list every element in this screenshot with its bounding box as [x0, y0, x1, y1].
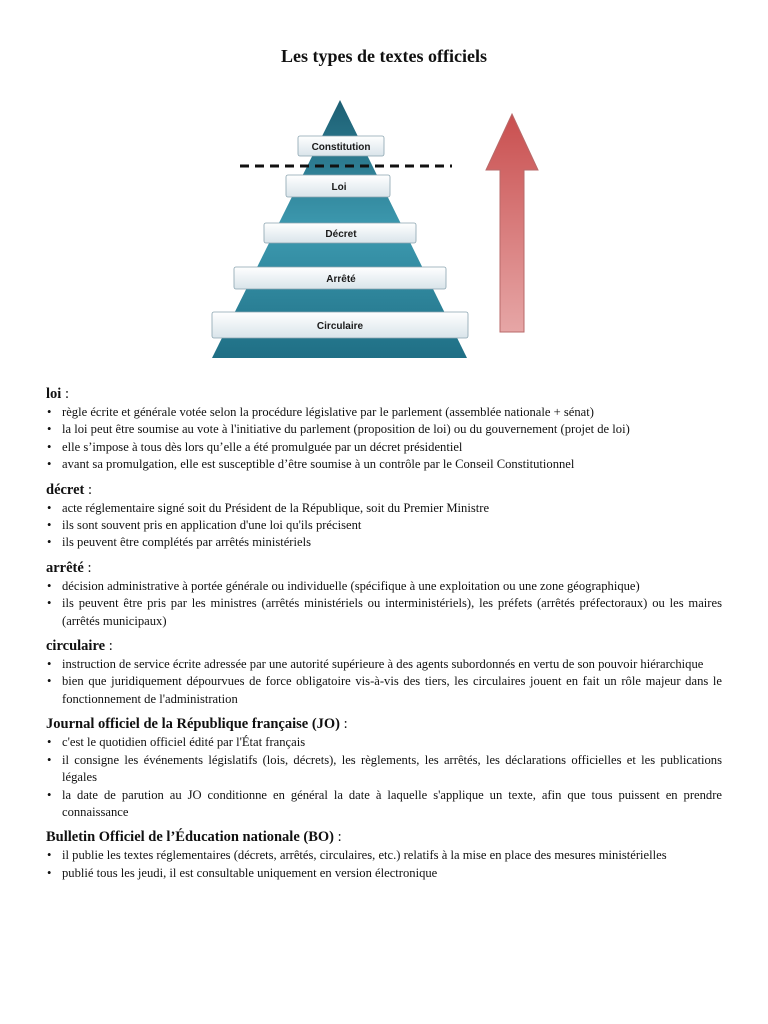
list-item-text: instruction de service écrite adressée par une autorité supérieure à des agents subordonnés en vertu de son pouvoir hiérarchique: [62, 657, 704, 672]
list-item: [46, 787, 722, 822]
pyramid-level-label: Constitution: [311, 142, 371, 153]
bullet-icon: •: [47, 674, 52, 689]
pyramid-level-label: Loi: [331, 182, 347, 193]
list-item-text: la loi peut être soumise au vote à l'initiative du parlement (proposition de loi) ou du gouvernement (projet de loi): [62, 422, 630, 437]
bullet-list: [46, 847, 722, 882]
section-0: [46, 386, 722, 474]
bullet-icon: •: [47, 518, 52, 533]
list-item-text: règle écrite et générale votée selon la procédure législative par le parlement (assemblée nationale + sénat): [62, 405, 594, 419]
list-item-text: il publie les textes réglementaires (décrets, arrêtés, circulaires, etc.) relatifs à la mise en place des mesures ministérielles: [62, 848, 667, 863]
bullet-icon: •: [47, 735, 52, 750]
section-title-colon: :: [83, 559, 92, 576]
bullet-list: [46, 404, 722, 474]
section-title: [46, 829, 722, 846]
bullet-icon: •: [47, 865, 52, 880]
list-item-text: la date de parution au JO conditionne en général la date à laquelle s'applique un texte, afin que tous puissent en prendre connaissance: [62, 787, 722, 819]
list-item-text: acte réglementaire signé soit du Président de la République, soit du Premier Ministre: [62, 500, 490, 515]
section-title: [46, 716, 722, 733]
list-item-text: ils peuvent être complétés par arrêtés ministériels: [62, 535, 311, 550]
section-4: [46, 716, 722, 821]
bullet-list: [46, 656, 722, 708]
list-item-text: avant sa promulgation, elle est susceptible d’être soumise à un contrôle par le Conseil Constitutionnel: [62, 457, 575, 472]
list-item: [46, 865, 722, 882]
list-item: [46, 517, 722, 534]
list-item-text: c'est le quotidien officiel édité par l'État français: [62, 735, 306, 750]
list-item: [46, 656, 722, 673]
section-title-colon: :: [334, 829, 342, 846]
list-item: [46, 578, 722, 595]
list-item: [46, 421, 722, 438]
list-item: [46, 734, 722, 751]
section-title: [46, 560, 722, 577]
bullet-icon: •: [47, 422, 52, 437]
list-item: [46, 847, 722, 864]
bullet-list: [46, 578, 722, 630]
bullet-icon: •: [47, 457, 52, 472]
section-title-text: loi: [46, 386, 62, 402]
section-5: [46, 829, 722, 882]
pyramid-level-label: Décret: [325, 229, 357, 240]
hierarchy-diagram: [200, 84, 560, 368]
section-1: [46, 482, 722, 552]
bullet-icon: •: [47, 405, 52, 419]
list-item-text: ils peuvent être pris par les ministres (arrêtés ministériels ou interministériels), les préfets (arrêtés préfectoraux) ou les maires (arrêtés municipaux): [62, 596, 722, 628]
pyramid-level-circulaire: [212, 312, 468, 338]
list-item: [46, 534, 722, 551]
section-2: [46, 560, 722, 630]
list-item: [46, 673, 722, 708]
page-title: Les types de textes officiels: [281, 46, 487, 66]
list-item-text: publié tous les jeudi, il est consultable uniquement en version électronique: [62, 865, 438, 880]
bullet-icon: •: [47, 535, 52, 550]
section-title-colon: :: [105, 638, 113, 655]
section-title-colon: :: [84, 481, 93, 498]
section-title-text: Bulletin Officiel de l’Éducation nationale (BO): [46, 829, 334, 846]
section-title-colon: :: [61, 386, 69, 402]
bullet-icon: •: [47, 439, 52, 454]
section-title-text: Journal officiel de la République française (JO): [46, 716, 341, 733]
section-title: [46, 386, 722, 403]
list-item-text: bien que juridiquement dépourvues de force obligatoire vis-à-vis des tiers, les circulaires jouent en fait un rôle majeur dans le fonctionnement de l'administration: [62, 674, 722, 706]
definitions-content: [46, 386, 722, 890]
pyramid-level-arrete: [234, 267, 446, 289]
list-item: [46, 500, 722, 517]
list-item-text: ils sont souvent pris en application d'une loi qu'ils précisent: [62, 518, 362, 533]
pyramid-level-label: Arrêté: [326, 274, 356, 285]
pyramid-svg: [200, 84, 560, 368]
bullet-list: [46, 500, 722, 552]
pyramid-level-label: Circulaire: [316, 321, 364, 332]
list-item: [46, 404, 722, 421]
section-title: [46, 482, 722, 499]
list-item-text: il consigne les événements législatifs (lois, décrets), les règlements, les arrêtés, les déclarations officielles et les publications légales: [62, 752, 722, 785]
section-3: [46, 638, 722, 708]
bullet-icon: •: [47, 657, 52, 672]
list-item-text: elle s’impose à tous dès lors qu’elle a été promulguée par un décret présidentiel: [62, 439, 463, 454]
section-title-text: décret: [46, 481, 85, 498]
pyramid-level-decret: [264, 223, 416, 243]
bullet-icon: •: [47, 500, 52, 515]
pyramid-level-constitution: [298, 136, 384, 156]
pyramid-level-loi: [286, 175, 390, 197]
section-title: [46, 638, 722, 655]
list-item: [46, 595, 722, 630]
section-title-colon: :: [340, 716, 348, 733]
arrow-up-icon: [486, 114, 538, 332]
bullet-icon: •: [47, 787, 52, 802]
bullet-icon: •: [47, 578, 52, 593]
bullet-icon: •: [47, 596, 52, 611]
bullet-icon: •: [47, 848, 52, 863]
list-item: [46, 439, 722, 456]
list-item-text: décision administrative à portée générale ou individuelle (spécifique à une exploitation ou une zone géographique): [62, 578, 640, 593]
list-item: [46, 456, 722, 473]
section-title-text: circulaire: [46, 638, 106, 655]
list-item: [46, 752, 722, 787]
section-title-text: arrêté: [46, 559, 84, 576]
bullet-list: [46, 734, 722, 821]
bullet-icon: •: [47, 752, 52, 767]
